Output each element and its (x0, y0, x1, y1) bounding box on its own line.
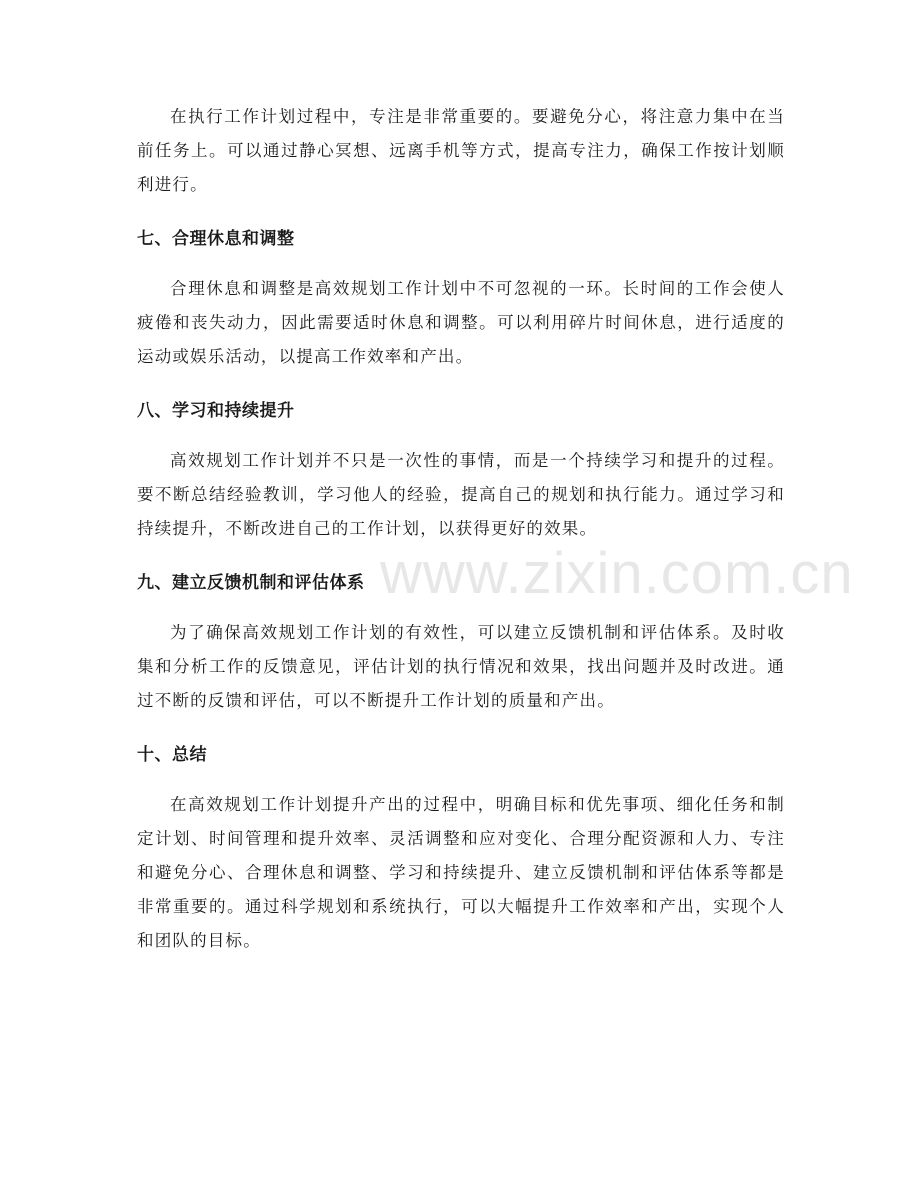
heading-section-8: 八、学习和持续提升 (137, 401, 295, 421)
document-page (137, 100, 785, 958)
paragraph-section-10: 在高效规划工作计划提升产出的过程中，明确目标和优先事项、细化任务和制定计划、时间管理和提升效率、灵活调整和应对变化、合理分配资源和人力、专注和避免分心、合理休息和调整、学习和持续提升、建立反馈机制和评估体系等都是非常重要的。通过科学规划和系统执行，可以大幅提升工作效率和产出，实现个人和团队的目标。 (137, 795, 785, 950)
watermark: www.zixin.com.cn (380, 541, 854, 606)
heading-section-7: 七、合理休息和调整 (137, 229, 295, 249)
paragraph-focus: 在执行工作计划过程中，专注是非常重要的。要避免分心，将注意力集中在当前任务上。可以通过静心冥想、远离手机等方式，提高专注力，确保工作按计划顺利进行。 (137, 107, 785, 194)
paragraph-section-9: 为了确保高效规划工作计划的有效性，可以建立反馈机制和评估体系。及时收集和分析工作的反馈意见，评估计划的执行情况和效果，找出问题并及时改进。通过不断的反馈和评估，可以不断提升工作计划的质量和产出。 (137, 623, 785, 710)
heading-section-9: 九、建立反馈机制和评估体系 (137, 573, 365, 593)
heading-section-10: 十、总结 (137, 745, 207, 765)
paragraph-section-8: 高效规划工作计划并不只是一次性的事情，而是一个持续学习和提升的过程。要不断总结经验教训，学习他人的经验，提高自己的规划和执行能力。通过学习和持续提升，不断改进自己的工作计划，以获得更好的效果。 (137, 451, 785, 538)
paragraph-section-7: 合理休息和调整是高效规划工作计划中不可忽视的一环。长时间的工作会使人疲倦和丧失动力，因此需要适时休息和调整。可以利用碎片时间休息，进行适度的运动或娱乐活动，以提高工作效率和产出。 (137, 279, 785, 366)
